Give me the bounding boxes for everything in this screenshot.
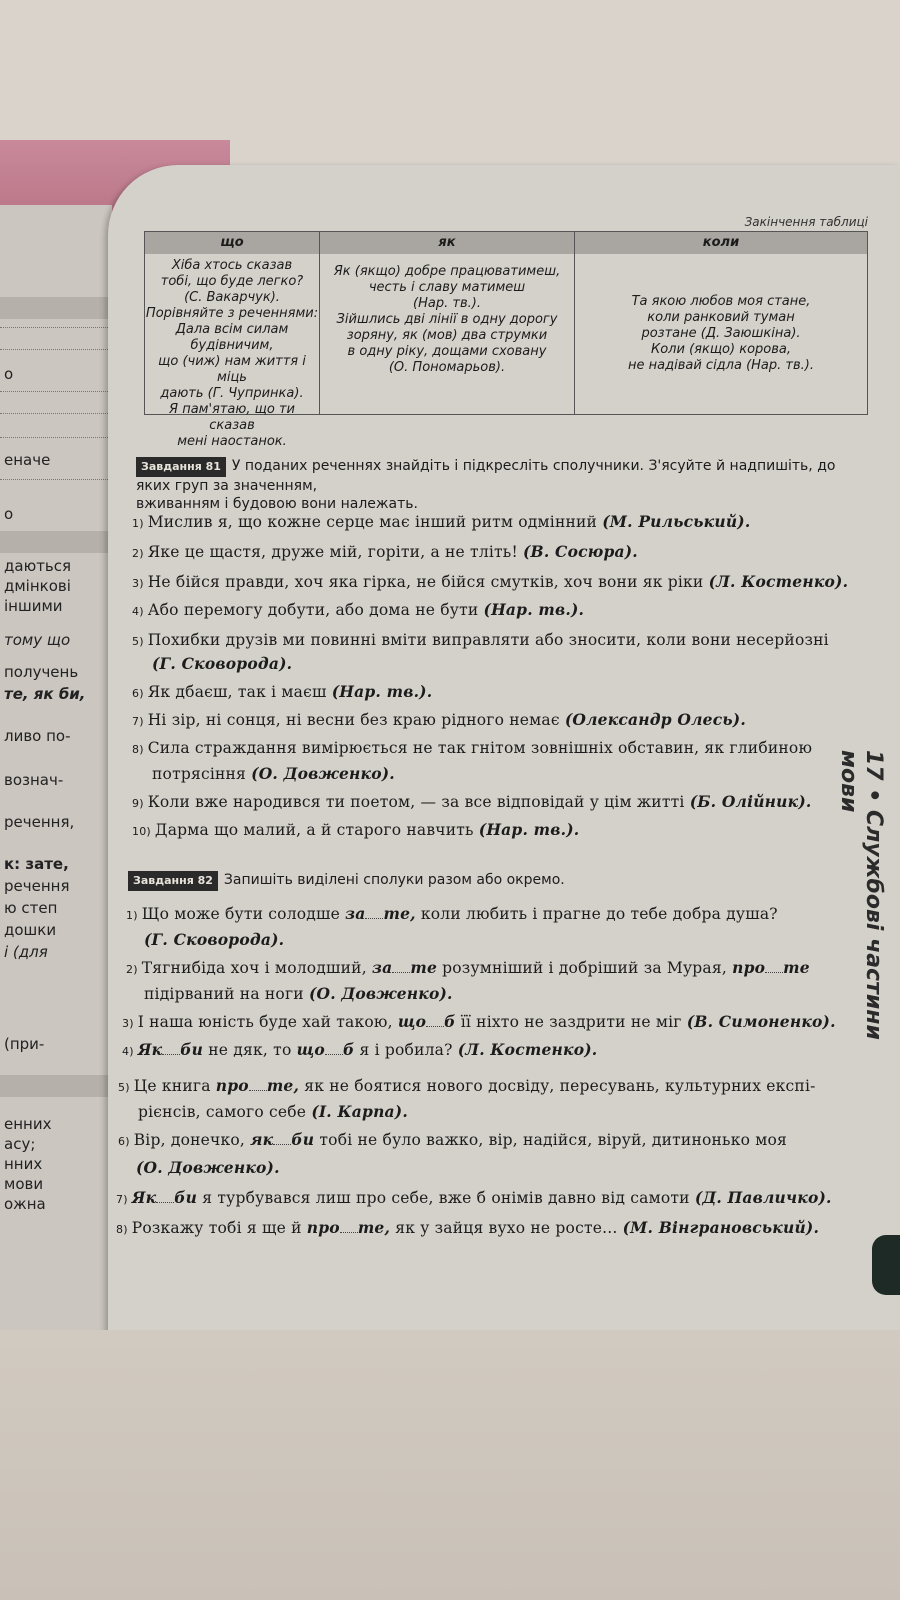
table-header-shcho: що	[145, 232, 319, 254]
table-column-yak	[320, 232, 575, 414]
task-81-item: 8) Сила страждання вимірюється не так гнітом зовнішніх обставин, як глибиною	[132, 739, 813, 757]
task-82-item: 4) Як би не дяк, то що б я і робила? (Л. Костенко).	[122, 1040, 598, 1059]
task-81-item: 3) Не бійся правди, хоч яка гірка, не бійся смутків, хоч вони як ріки (Л. Костенко).	[132, 572, 849, 591]
table-header-yak: як	[320, 232, 574, 254]
task-82-item: підірваний на ноги (О. Довженко).	[144, 984, 453, 1003]
left-page-fragment: о	[4, 505, 14, 523]
task-82-item: 2) Тягнибіда хоч і молодший, за те розумніший і добріший за Мурая, про те	[126, 958, 810, 977]
table-column-koly	[575, 232, 867, 414]
task-82-item: 5) Це книга про те, як не боятися нового досвіду, пересувань, культурних експі-	[118, 1076, 816, 1095]
task-82-item: 3) І наша юність буде хай такою, що б її ніхто не заздрити не міг (В. Симоненко).	[122, 1012, 836, 1031]
task-82-item: 6) Вір, донечко, як би тобі не було важко, вір, надійся, віруй, дитинонько моя	[118, 1130, 788, 1149]
table-column-shcho	[145, 232, 320, 449]
left-page-fragment: іншими	[4, 597, 63, 615]
left-page-band	[0, 531, 112, 553]
task-81-item: 1) Мислив я, що кожне серце має інший ритм одмінний (М. Рильський).	[132, 512, 751, 531]
task-82-item: (О. Довженко).	[136, 1158, 280, 1177]
background-tablecloth	[0, 1330, 900, 1600]
left-page-fragment: даються	[4, 557, 72, 575]
task-82-item: 7) Як би я турбувався лиш про себе, вже б онімів давно від самоти (Д. Павличко).	[116, 1188, 832, 1207]
left-page-fragment: дмінкові	[4, 577, 71, 595]
left-page-fragment: асу;	[4, 1135, 36, 1153]
left-page-fragment: о	[4, 365, 14, 383]
task-82-instruction: Завдання 82 Запишіть виділені сполуки разом або окремо.	[128, 871, 848, 891]
left-page-fragment: получень	[4, 663, 79, 681]
task-82-item: 8) Розкажу тобі я ще й про те, як у зайця вухо не росте... (М. Вінграновський).	[116, 1218, 820, 1237]
table-cell-yak: Як (якщо) добре працюватимеш, честь і славу матимеш (Нар. тв.). Зійшлись дві лінії в одну дорогу зоряну, як (мов) два струмки в одну ріку, дощами сховану (О. Пономарьов).	[333, 264, 561, 375]
task-81-badge: Завдання 81	[136, 457, 226, 477]
left-page-fragment: еначе	[4, 451, 51, 469]
left-page-fragment: речення,	[4, 813, 75, 831]
left-page-fragment: речення	[4, 877, 70, 895]
left-page-fragment: нних	[4, 1155, 43, 1173]
task-81-item: 6) Як дбаєш, так і маєш (Нар. тв.).	[132, 682, 433, 701]
task-81-item: 5) Похибки друзів ми повинні вміти виправляти або зносити, коли вони несерйозні	[132, 631, 829, 649]
task-82-badge: Завдання 82	[128, 871, 218, 891]
task-81-item: 2) Яке це щастя, друже мій, горіти, а не тліть! (В. Сосюра).	[132, 542, 638, 561]
page-tab-marker	[872, 1235, 900, 1295]
left-page-fragment: (при-	[4, 1035, 45, 1053]
left-page	[0, 205, 112, 1335]
table-cell-shcho: Хіба хтось сказав тобі, що буде легко? (С. Вакарчук). Порівняйте з реченнями: Дала всім силам будівничим, що (чиж) нам життя і міць дають (Г. Чупринка). Я пам'ятаю, що ти сказав мені наостанок.	[145, 258, 319, 449]
left-page-fragment: мови	[4, 1175, 44, 1193]
table-header-koly: коли	[575, 232, 867, 254]
left-page-fragment: тому що	[4, 631, 71, 649]
task-81-item: 10) Дарма що малий, а й старого навчить (Нар. тв.).	[132, 820, 580, 839]
chapter-side-label: 17 • Службові частини мови	[836, 750, 886, 1040]
task-81-item: (Г. Сковорода).	[152, 654, 293, 673]
task-82-item: (Г. Сковорода).	[144, 930, 285, 949]
task-81-item: потрясіння (О. Довженко).	[152, 764, 395, 783]
task-81-item: 9) Коли вже народився ти поетом, — за все відповідай у цім житті (Б. Олійник).	[132, 792, 812, 811]
left-page-band	[0, 297, 112, 319]
left-page-fragment: вознач-	[4, 771, 64, 789]
task-82-item: рієнсів, самого себе (І. Карпа).	[138, 1102, 408, 1121]
textbook-page	[108, 165, 900, 1340]
task-82-item: 1) Що може бути солодше за те, коли любить і прагне до тебе добра душа?	[126, 904, 778, 923]
left-page-fragment: ливо по-	[4, 727, 71, 745]
left-page-fragment: те, як би,	[4, 685, 86, 703]
left-page-fragment: і (для	[4, 943, 48, 961]
task-81-instruction: Завдання 81 У поданих реченнях знайдіть і підкресліть сполучники. З'ясуйте й надпишіть, до яких груп за значенням, вживанням і будовою вони належать.	[136, 458, 836, 512]
left-page-fragment: дошки	[4, 921, 57, 939]
left-page-fragment: енних	[4, 1115, 52, 1133]
conjunction-table	[144, 231, 868, 449]
left-page-fragment: ю степ	[4, 899, 58, 917]
table-cell-koly: Та якою любов моя стане, коли ранковий туман розтане (Д. Заюшкіна). Коли (якщо) корова, не надівай сідла (Нар. тв.).	[628, 294, 814, 373]
left-page-band	[0, 1075, 112, 1097]
table-caption: Закінчення таблиці	[744, 215, 868, 229]
left-page-fragment: ожна	[4, 1195, 46, 1213]
task-81-item: 4) Або перемогу добути, або дома не бути (Нар. тв.).	[132, 600, 585, 619]
left-page-fragment: к: зате,	[4, 855, 69, 873]
task-81-item: 7) Ні зір, ні сонця, ні весни без краю рідного немає (Олександр Олесь).	[132, 710, 746, 729]
